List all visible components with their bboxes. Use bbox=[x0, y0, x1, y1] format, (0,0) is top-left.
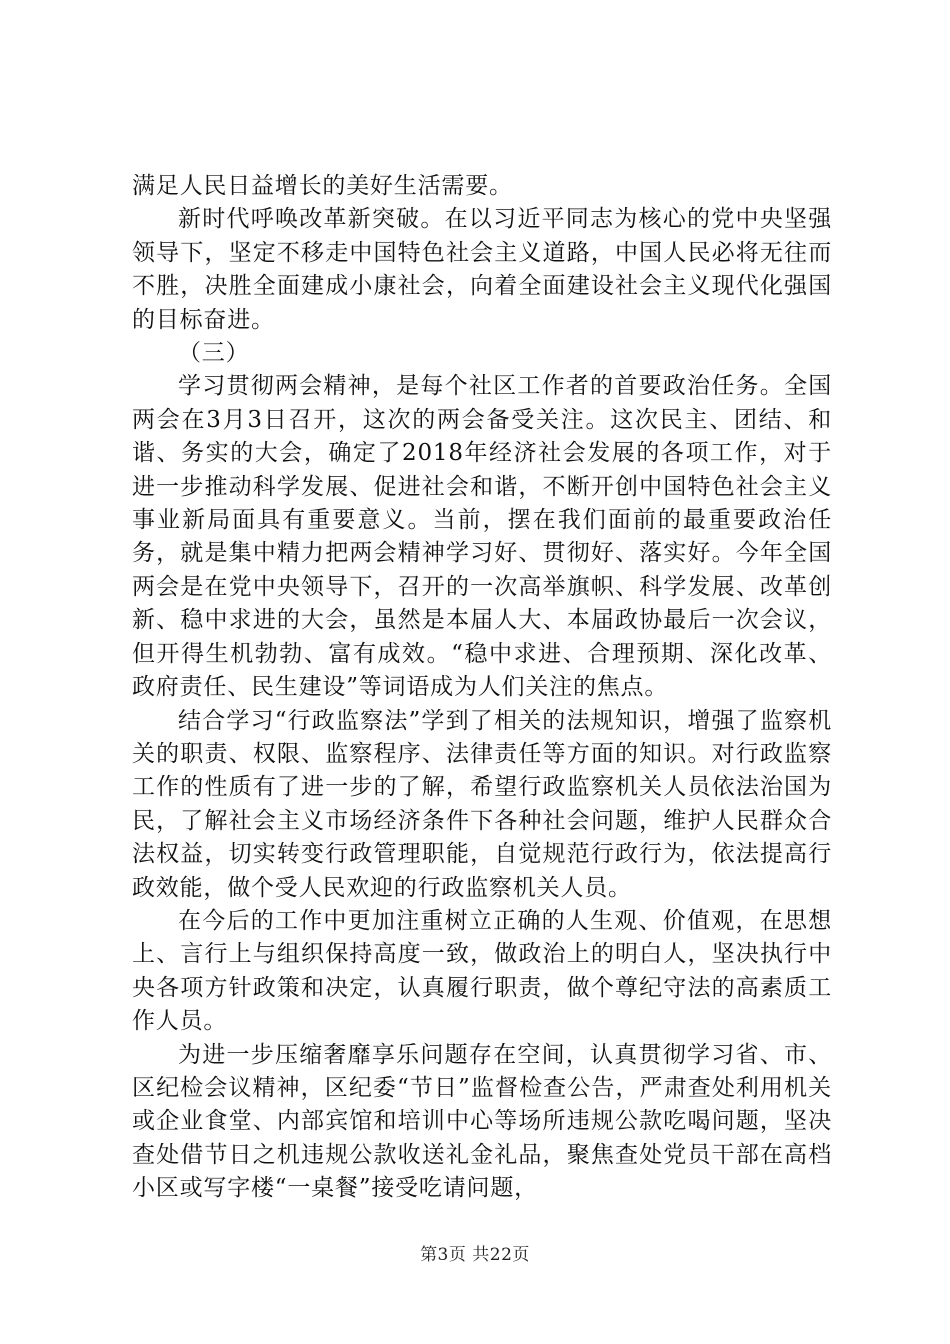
page-footer: 第3页 共22页 bbox=[420, 1245, 530, 1265]
paragraph-extravagance: 为进一步压缩奢靡享乐问题存在空间，认真贯彻学习省、市、区纪检会议精神，区纪委“节日”监督检查公告，严肃查处利用机关或企业食堂、内部宾馆和培训中心等场所违规公款吃喝问题，坚决查处借节日之机违规公款收送礼金礼品，聚焦查处党员干部在高档小区或写字楼“一桌餐”接受吃请问题， bbox=[132, 1041, 832, 1202]
paragraph-continuation: 满足人民日益增长的美好生活需要。 bbox=[132, 173, 513, 199]
paragraph-two-sessions: 学习贯彻两会精神，是每个社区工作者的首要政治任务。全国两会在3月3日召开，这次的两会备受关注。这次民主、团结、和谐、务实的大会，确定了2018年经济社会发展的各项工作，对于进一步推动科学发展、促进社会和谐，不断开创中国特色社会主义事业新局面具有重要意义。当前，摆在我们面前的最重要政治任务，就是集中精力把两会精神学习好、贯彻好、落实好。今年全国两会是在党中央领导下，召开的一次高举旗帜、科学发展、改革创新、稳中求进的大会，虽然是本届人大、本届政协最后一次会议，但开得生机勃勃、富有成效。“稳中求进、合理预期、深化改革、政府责任、民生建设”等词语成为人们关注的焦点。 bbox=[132, 373, 832, 701]
document-body bbox=[132, 170, 832, 1206]
paragraph-new-era: 新时代呼唤改革新突破。在以习近平同志为核心的党中央坚强领导下，坚定不移走中国特色社会主义道路，中国人民必将无往而不胜，决胜全面建成小康社会，向着全面建设社会主义现代化强国的目标奋进。 bbox=[132, 206, 832, 333]
paragraph-future-work: 在今后的工作中更加注重树立正确的人生观、价值观，在思想上、言行上与组织保持高度一致，做政治上的明白人，坚决执行中央各项方针政策和决定，认真履行职责，做个尊纪守法的高素质工作人员。 bbox=[132, 907, 832, 1035]
paragraph-supervision-law: 结合学习“行政监察法”学到了相关的法规知识，增强了监察机关的职责、权限、监察程序、法律责任等方面的知识。对行政监察工作的性质有了进一步的了解，希望行政监察机关人员依法治国为民，了解社会主义市场经济条件下各种社会问题，维护人民群众合法权益，切实转变行政管理职能，自觉规范行政行为，依法提高行政效能，做个受人民欢迎的行政监察机关人员。 bbox=[132, 707, 832, 901]
section-heading-three: （三） bbox=[178, 340, 250, 367]
